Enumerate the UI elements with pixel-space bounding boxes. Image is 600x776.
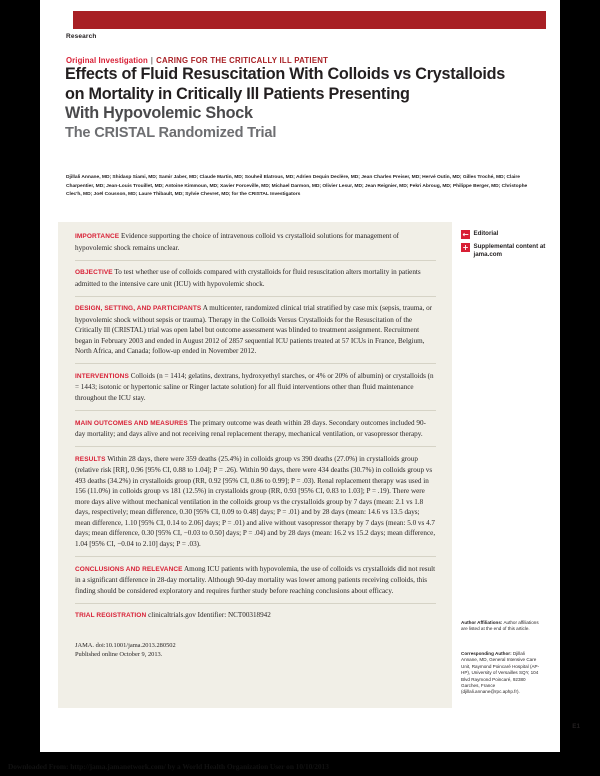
- section-divider: [75, 296, 436, 297]
- abstract-section-interventions: [75, 371, 436, 404]
- author-list: Djillali Annane, MD; Shidasp Siami, MD; Samir Jaber, MD; Claude Martin, MD; Souheil Elatrous, MD; Adrien Dequin Declère, MD; Jean Charles Preiser, MD; Hervé Outin, MD; Gilles Troché, MD; Claire Charpentier, MD; Jean-Louis Trouillet, MD; Antoine Kimmoun, MD; Xavier Forceville, MD; Michael Darmon, MD; Olivier Lesur, MD; Jean Reignier, MD; Fekri Abroug, MD; Philippe Berger, MD; Christophe Clec'h, MD; Joël Cousson, MD; Laure Thibault, MD; Sylvie Chevret, MD; for the CRISTAL Investigators: [66, 175, 528, 198]
- citation-doi: JAMA. doi:10.1001/jama.2013.280502: [75, 641, 176, 649]
- interventions-text: Colloids (n = 1414; gelatins, dextrans, hydroxyethyl starches, or 4% or 20% of albumin) or crystalloids (n = 1443; isotonic or hypertonic saline or Ringer lactate solution) for all fluid interventions other than fluid maintenance throughout the ICU stay.: [75, 371, 434, 403]
- objective-text: To test whether use of colloids compared with crystalloids for fluid resuscitation alters mortality in patients admitted to the intensive care unit (ICU) with hypovolemic shock.: [75, 268, 421, 288]
- outcomes-label: MAIN OUTCOMES AND MEASURES: [75, 419, 188, 427]
- title-line-2: on Mortality in Critically Ill Patients Presenting: [65, 84, 410, 103]
- outcomes-text: The primary outcome was death within 28 days. Secondary outcomes included 90-day mortality; and days alive and not receiving renal replacement therapy, mechanical ventilation, or vasopressor therapy.: [75, 418, 426, 439]
- abstract-section-results: [75, 454, 436, 550]
- objective-label: OBJECTIVE: [75, 269, 113, 277]
- section-divider: [75, 363, 436, 364]
- masthead-red-bar: [73, 11, 546, 29]
- citation-published: Published online October 9, 2013.: [75, 651, 163, 659]
- section-kicker: Research: [66, 33, 97, 40]
- title-line-3: With Hypovolemic Shock: [65, 104, 253, 123]
- page-number: E1: [572, 723, 580, 730]
- article-category-line: [66, 56, 328, 65]
- supplemental-content-link[interactable]: [461, 243, 552, 259]
- corresponding-author-text: Djillali Annane, MD, General Intensive Care Unit, Raymond Poincaré Hospital (AP-HP), University of Versailles SQY, 104 Blvd Raymond Poincaré, 92380 Garches, France (djillali.annane@rpc.aphp.fr).: [461, 651, 540, 695]
- abstract-section-trial-registration: [75, 610, 436, 622]
- author-affiliations-note: [461, 620, 543, 633]
- abstract-section-objective: [75, 267, 436, 289]
- editorial-link[interactable]: [461, 230, 552, 239]
- abstract-section-design: [75, 303, 436, 357]
- importance-label: IMPORTANCE: [75, 233, 120, 240]
- supplemental-label: Supplemental content at jama.com: [473, 243, 546, 259]
- section-divider: [75, 603, 436, 604]
- article-type-label: Original Investigation: [66, 56, 148, 65]
- section-divider: [75, 556, 436, 557]
- arrow-left-icon: ←: [462, 230, 469, 239]
- conclusions-text: Among ICU patients with hypovolemia, the use of colloids vs crystalloids did not result in a significant difference in 28-day mortality. Although 90-day mortality was lower among patients receiving colloids, this finding should be considered exploratory and requires further study before reaching conclusions about efficacy.: [75, 564, 436, 595]
- results-label: RESULTS: [75, 455, 106, 463]
- section-divider: [75, 260, 436, 261]
- design-label: DESIGN, SETTING, AND PARTICIPANTS: [75, 305, 202, 313]
- results-text: Within 28 days, there were 359 deaths (25.4%) in colloids group vs 390 deaths (27.0%) in crystalloids group (relative risk [RR], 0.96 [95% CI, 0.88 to 1.04]; P = .26). Within 90 days, there were 434 deaths (30.7%) in colloids group vs 493 deaths (34.2%) in crystalloids group (RR, 0.92 [95% CI, 0.86 to 0.99]; P = .03). Renal replacement therapy was used in 156 (11.0%) in colloids group vs 181 (12.5%) in crystalloids group (RR, 0.93 [95% CI, 0.83 to 1.03]; P = .19). There were more days alive without mechanical ventilation in the colloids group vs the crystalloids group by 7 days (mean: 2.1 vs 1.8 days, respectively; mean difference, 0.30 [95% CI, 0.09 to 0.48] days; P = .01) and by 28 days (mean: 14.6 vs 13.5 days; mean difference, 1.10 [95% CI, 0.14 to 2.06] days; P = .01) and alive without vasopressor therapy by 7 days (mean: 5.0 vs 4.7 days; mean difference, 0.30 [95% CI, −0.03 to 0.50] days; P = .04) and by 28 days (mean: 16.2 vs 15.2 days; mean difference, 1.04 [95% CI, −0.04 to 2.10] days; P = .03).: [75, 454, 436, 549]
- importance-text: Evidence supporting the choice of intravenous colloid vs crystalloid solutions for management of hypovolemic shock remains unclear.: [75, 232, 400, 252]
- author-affiliations-label: Author Affiliations:: [461, 620, 503, 625]
- plus-icon: +: [462, 243, 469, 252]
- abstract-panel: [58, 222, 452, 708]
- citation-block: [75, 641, 436, 660]
- category-separator: |: [150, 56, 154, 65]
- trial-registration-label: TRIAL REGISTRATION: [75, 612, 147, 620]
- section-divider: [75, 410, 436, 411]
- article-title: [65, 65, 535, 143]
- abstract-section-outcomes: [75, 418, 436, 440]
- author-affiliations-text: Author affiliations are listed at the end of this article.: [461, 620, 539, 632]
- corresponding-author-note: [461, 651, 543, 696]
- section-divider: [75, 446, 436, 447]
- design-text: A multicenter, randomized clinical trial stratified by case mix (sepsis, trauma, or hypovolemic shock without sepsis or trauma). Therapy in the Colloids Versus Crystalloids for the Resuscitation of the Critically Ill (CRISTAL) trial was open label but outcome assessment was blinded to treatment assignment. Recruitment began in February 2003 and ended in August 2012 of 2857 sequential ICU patients treated at 57 ICUs in France, Belgium, North Africa, and Canada; follow-up ended in November 2012.: [75, 304, 433, 356]
- trial-registration-text[interactable]: clinicaltrials.gov Identifier: NCT00318942: [148, 611, 271, 620]
- corresponding-author-label: Corresponding Author:: [461, 651, 512, 656]
- abstract-section-conclusions: [75, 564, 436, 597]
- category-label: CARING FOR THE CRITICALLY ILL PATIENT: [156, 56, 329, 65]
- download-footer: Downloaded From: http://jama.jamanetwork.com/ by a World Health Organization User on 10/10/2013: [8, 762, 329, 771]
- abstract-section-importance: [75, 231, 436, 253]
- title-subtitle: The CRISTAL Randomized Trial: [65, 124, 277, 141]
- editorial-label: Editorial: [473, 230, 499, 237]
- title-line-1: Effects of Fluid Resuscitation With Colloids vs Crystalloids: [65, 65, 505, 83]
- conclusions-label: CONCLUSIONS AND RELEVANCE: [75, 565, 183, 573]
- interventions-label: INTERVENTIONS: [75, 372, 129, 380]
